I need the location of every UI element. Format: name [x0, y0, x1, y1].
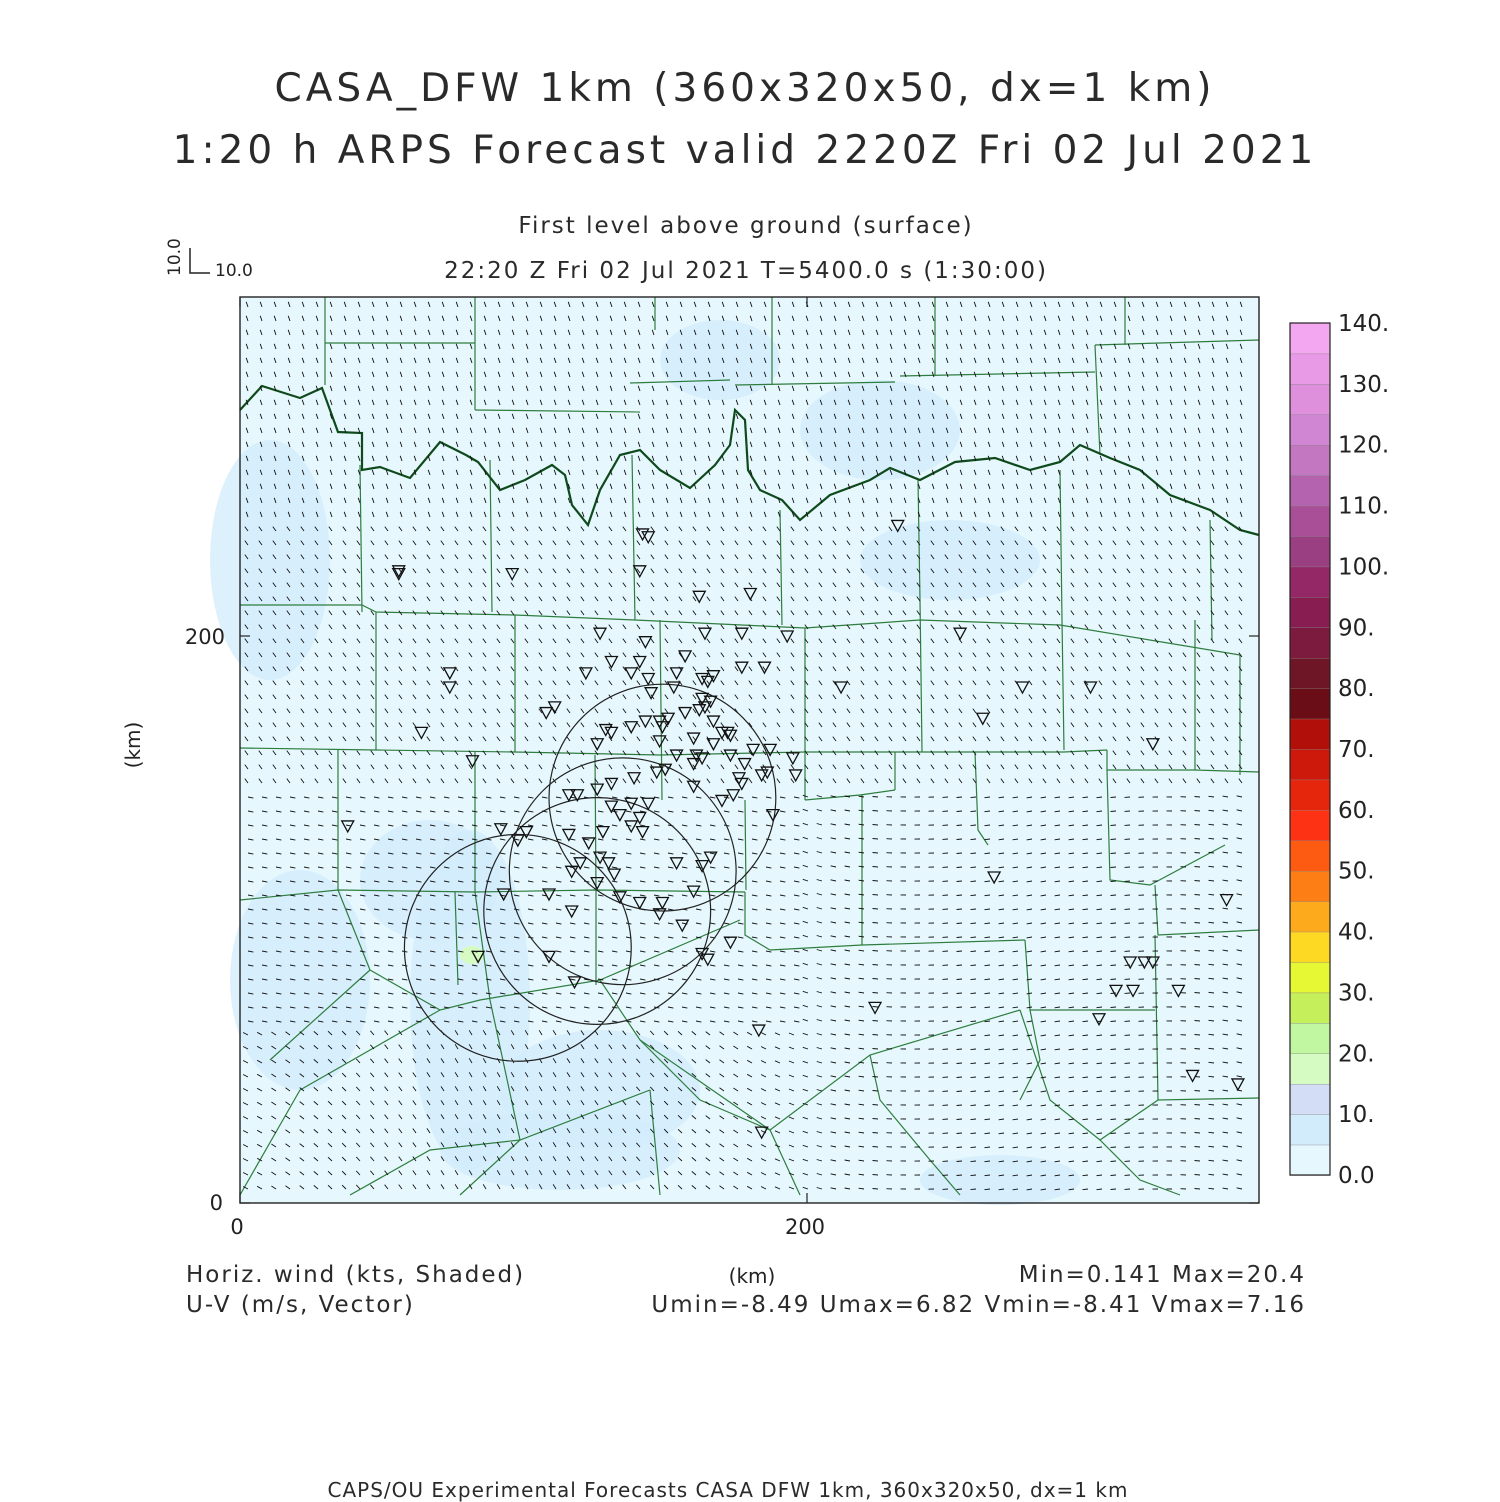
color-bar-segment-18 [1290, 597, 1330, 628]
light-shade-9 [920, 1155, 1080, 1205]
x-tick-0: 0 [230, 1215, 243, 1239]
vector-field-label: U-V (m/s, Vector) [186, 1292, 415, 1318]
min-max-stats: Min=0.141 Max=20.4 [1019, 1262, 1306, 1288]
wind-vector-2997 [873, 881, 879, 882]
color-bar-segment-2 [1290, 1084, 1330, 1115]
wind-vector-3734 [1111, 1021, 1117, 1022]
wind-vector-3596 [1195, 993, 1201, 994]
color-bar-segment-0 [1290, 1145, 1330, 1176]
wind-vector-2715 [957, 825, 963, 826]
title-line-2: 1:20 h ARPS Forecast valid 2220Z Fri 02 Jul 2021 [0, 128, 1490, 173]
wind-vector-3357 [873, 951, 879, 952]
wind-vector-3579 [957, 993, 963, 994]
wind-vector-2644 [971, 811, 977, 812]
wind-vector-4011 [957, 1077, 963, 1078]
light-shade-5 [800, 380, 960, 480]
color-bar-segment-7 [1290, 932, 1330, 963]
color-bar [1290, 311, 1389, 1189]
wind-vector-3086 [1111, 895, 1117, 896]
wind-vector-3717 [873, 1021, 879, 1022]
wind-vector-2571 [957, 797, 963, 798]
wind-vector-2798 [1111, 839, 1117, 840]
wind-vector-4372 [971, 1147, 977, 1148]
light-shade-0 [210, 440, 330, 680]
wind-vector-3069 [873, 895, 879, 896]
wind-vector-4310 [1111, 1133, 1117, 1134]
subtitle: First level above ground (surface) [0, 213, 1492, 239]
wind-vector-3501 [873, 979, 879, 980]
wind-vector-4221 [873, 1119, 879, 1120]
color-bar-segment-6 [1290, 962, 1330, 993]
wind-vector-4598 [1111, 1189, 1117, 1190]
wind-vector-3651 [957, 1007, 963, 1008]
wind-vector-4515 [957, 1175, 963, 1176]
wind-vector-2732 [1195, 825, 1201, 826]
wind-vector-4509 [873, 1175, 879, 1176]
color-bar-segment-16 [1290, 658, 1330, 689]
color-bar-segment-10 [1290, 840, 1330, 871]
color-bar-segment-24 [1290, 414, 1330, 445]
wind-vector-3789 [873, 1035, 879, 1036]
wind-vector-2726 [1111, 825, 1117, 826]
color-bar-segment-4 [1290, 1023, 1330, 1054]
wind-vector-3573 [873, 993, 879, 994]
wind-vector-3147 [957, 909, 963, 910]
wind-vector-3518 [1111, 979, 1117, 980]
wind-vector-3236 [1195, 923, 1201, 924]
wind-vector-2931 [957, 867, 963, 868]
color-bar-segment-23 [1290, 445, 1330, 476]
color-bar-segment-22 [1290, 475, 1330, 506]
wind-vector-3452 [1195, 965, 1201, 966]
wind-vector-3740 [1195, 1021, 1201, 1022]
color-bar-label-13: 130. [1338, 372, 1389, 398]
wind-vector-3867 [957, 1049, 963, 1050]
wind-vector-4388 [1195, 1147, 1201, 1148]
wind-maximum-spot [460, 946, 484, 964]
wind-vector-2709 [873, 825, 879, 826]
wind-vector-3291 [957, 937, 963, 938]
wind-vector-3148 [971, 909, 977, 910]
wind-vector-3508 [971, 979, 977, 980]
wind-vector-4454 [1111, 1161, 1117, 1162]
wind-vector-3374 [1111, 951, 1117, 952]
wind-vector-3580 [971, 993, 977, 994]
wind-vector-3014 [1111, 881, 1117, 882]
wind-vector-2788 [971, 839, 977, 840]
color-bar-label-11: 110. [1338, 494, 1389, 520]
wind-vector-2932 [971, 867, 977, 868]
wind-vector-2948 [1195, 867, 1201, 868]
wind-vector-4227 [957, 1119, 963, 1120]
wind-vector-4155 [957, 1105, 963, 1106]
wind-vector-3524 [1195, 979, 1201, 980]
title-line-1: CASA_DFW 1km (360x320x50, dx=1 km) [0, 66, 1490, 111]
wind-vector-4587 [957, 1189, 963, 1190]
color-bar-label-2: 20. [1338, 1041, 1375, 1067]
wind-vector-4077 [873, 1091, 879, 1092]
uv-stats: Umin=-8.49 Umax=6.82 Vmin=-8.41 Vmax=7.16 [651, 1292, 1306, 1318]
wind-vector-3308 [1195, 937, 1201, 938]
color-bar-segment-17 [1290, 627, 1330, 658]
wind-vector-4532 [1195, 1175, 1201, 1176]
wind-vector-3429 [873, 965, 879, 966]
color-bar-segment-25 [1290, 384, 1330, 415]
wind-vector-3158 [1111, 909, 1117, 910]
wind-vector-2859 [957, 853, 963, 854]
wind-vector-4094 [1111, 1091, 1117, 1092]
wind-vector-3164 [1195, 909, 1201, 910]
wind-vector-3724 [971, 1021, 977, 1022]
wind-vector-3933 [873, 1063, 879, 1064]
wind-vector-4166 [1111, 1105, 1117, 1106]
wind-vector-4460 [1195, 1161, 1201, 1162]
wind-vector-4516 [971, 1175, 977, 1176]
time-line: 22:20 Z Fri 02 Jul 2021 T=5400.0 s (1:30:00) [0, 258, 1492, 284]
wind-vector-3590 [1111, 993, 1117, 994]
wind-vector-4526 [1111, 1175, 1117, 1176]
wind-vector-3884 [1195, 1049, 1201, 1050]
color-bar-segment-12 [1290, 779, 1330, 810]
wind-vector-3868 [971, 1049, 977, 1050]
wind-vector-2654 [1111, 811, 1117, 812]
wind-vector-2565 [873, 797, 879, 798]
wind-vector-3878 [1111, 1049, 1117, 1050]
color-bar-segment-21 [1290, 506, 1330, 537]
wind-vector-4244 [1195, 1119, 1201, 1120]
wind-vector-4604 [1195, 1189, 1201, 1190]
vector-key-y-label: 10.0 [165, 238, 185, 276]
color-bar-segment-14 [1290, 719, 1330, 750]
wind-vector-4371 [957, 1147, 963, 1148]
color-bar-label-14: 140. [1338, 311, 1389, 337]
wind-vector-4156 [971, 1105, 977, 1106]
color-bar-label-9: 90. [1338, 615, 1375, 641]
wind-vector-4100 [1195, 1091, 1201, 1092]
wind-vector-3292 [971, 937, 977, 938]
wind-vector-2637 [873, 811, 879, 812]
wind-vector-2853 [873, 853, 879, 854]
wind-vector-2716 [971, 825, 977, 826]
wind-vector-3723 [957, 1021, 963, 1022]
wind-vector-4300 [971, 1133, 977, 1134]
wind-vector-2572 [971, 797, 977, 798]
shaded-field-label: Horiz. wind (kts, Shaded) [186, 1262, 525, 1288]
light-shade-8 [440, 1110, 680, 1190]
wind-vector-3861 [873, 1049, 879, 1050]
color-bar-segment-1 [1290, 1114, 1330, 1145]
wind-vector-2660 [1195, 811, 1201, 812]
wind-vector-2787 [957, 839, 963, 840]
wind-vector-4005 [873, 1077, 879, 1078]
vector-key-x-label: 10.0 [215, 261, 253, 281]
color-bar-label-1: 10. [1338, 1102, 1375, 1128]
color-bar-segment-19 [1290, 566, 1330, 597]
color-bar-label-6: 60. [1338, 798, 1375, 824]
wind-vector-4437 [873, 1161, 879, 1162]
wind-vector-3003 [957, 881, 963, 882]
wind-vector-3956 [1195, 1063, 1201, 1064]
wind-vector-3075 [957, 895, 963, 896]
wind-vector-3363 [957, 951, 963, 952]
y-tick-200: 200 [185, 625, 225, 649]
wind-vector-3645 [873, 1007, 879, 1008]
wind-vector-4581 [873, 1189, 879, 1190]
wind-vector-3220 [971, 923, 977, 924]
wind-vector-4588 [971, 1189, 977, 1190]
wind-vector-3435 [957, 965, 963, 966]
wind-vector-4228 [971, 1119, 977, 1120]
color-bar-segment-13 [1290, 749, 1330, 780]
wind-vector-2781 [873, 839, 879, 840]
wind-vector-4012 [971, 1077, 977, 1078]
wind-vector-3806 [1111, 1035, 1117, 1036]
wind-vector-2925 [873, 867, 879, 868]
wind-vector-4238 [1111, 1119, 1117, 1120]
wind-vector-3796 [971, 1035, 977, 1036]
wind-vector-3285 [873, 937, 879, 938]
footer-credit: CAPS/OU Experimental Forecasts CASA DFW 1km, 360x320x50, dx=1 km [0, 1478, 1456, 1502]
wind-vector-3939 [957, 1063, 963, 1064]
wind-vector-2870 [1111, 853, 1117, 854]
color-bar-segment-8 [1290, 901, 1330, 932]
wind-vector-2876 [1195, 853, 1201, 854]
wind-vector-4299 [957, 1133, 963, 1134]
wind-vector-3213 [873, 923, 879, 924]
wind-vector-3668 [1195, 1007, 1201, 1008]
color-bar-segment-3 [1290, 1053, 1330, 1084]
color-bar-segment-27 [1290, 323, 1330, 354]
wind-vector-4084 [971, 1091, 977, 1092]
wind-vector-3230 [1111, 923, 1117, 924]
wind-vector-3812 [1195, 1035, 1201, 1036]
wind-vector-4172 [1195, 1105, 1201, 1106]
wind-vector-4443 [957, 1161, 963, 1162]
wind-vector-3004 [971, 881, 977, 882]
wind-vector-4149 [873, 1105, 879, 1106]
wind-vector-4022 [1111, 1077, 1117, 1078]
x-axis-label: (km) [729, 1264, 776, 1288]
wind-vector-3795 [957, 1035, 963, 1036]
color-bar-label-0: 0.0 [1338, 1163, 1375, 1189]
wind-vector-2860 [971, 853, 977, 854]
light-shade-6 [860, 520, 1040, 600]
x-tick-200: 200 [785, 1215, 825, 1239]
wind-vector-3436 [971, 965, 977, 966]
wind-vector-4382 [1111, 1147, 1117, 1148]
wind-vector-4293 [873, 1133, 879, 1134]
wind-vector-3302 [1111, 937, 1117, 938]
color-bar-label-3: 30. [1338, 980, 1375, 1006]
wind-vector-2942 [1111, 867, 1117, 868]
wind-vector-4316 [1195, 1133, 1201, 1134]
wind-vector-2588 [1195, 797, 1201, 798]
vector-key [165, 238, 253, 281]
color-bar-segment-11 [1290, 810, 1330, 841]
color-bar-label-7: 70. [1338, 737, 1375, 763]
wind-vector-2582 [1111, 797, 1117, 798]
color-bar-segment-26 [1290, 353, 1330, 384]
color-bar-segment-5 [1290, 992, 1330, 1023]
wind-vector-3507 [957, 979, 963, 980]
wind-vector-3364 [971, 951, 977, 952]
wind-vector-3940 [971, 1063, 977, 1064]
wind-vector-2804 [1195, 839, 1201, 840]
wind-vector-4444 [971, 1161, 977, 1162]
color-bar-label-8: 80. [1338, 676, 1375, 702]
color-bar-label-10: 100. [1338, 554, 1389, 580]
wind-vector-3020 [1195, 881, 1201, 882]
wind-vector-3380 [1195, 951, 1201, 952]
wind-vector-3219 [957, 923, 963, 924]
wind-vector-3446 [1111, 965, 1117, 966]
wind-vector-3092 [1195, 895, 1201, 896]
wind-vector-3652 [971, 1007, 977, 1008]
wind-vector-4083 [957, 1091, 963, 1092]
light-shade-4 [660, 320, 780, 400]
wind-vector-3662 [1111, 1007, 1117, 1008]
color-bar-segment-15 [1290, 688, 1330, 719]
color-bar-segment-9 [1290, 871, 1330, 902]
color-bar-segment-20 [1290, 536, 1330, 567]
wind-vector-3141 [873, 909, 879, 910]
color-bar-label-4: 40. [1338, 920, 1375, 946]
y-axis-label: (km) [121, 722, 145, 769]
y-tick-0: 0 [210, 1191, 223, 1215]
wind-vector-3950 [1111, 1063, 1117, 1064]
wind-vector-2643 [957, 811, 963, 812]
vector-key-arrow [190, 248, 210, 273]
color-bar-label-5: 50. [1338, 859, 1375, 885]
wind-speed-field [210, 297, 1259, 1205]
color-bar-label-12: 120. [1338, 433, 1389, 459]
wind-vector-4365 [873, 1147, 879, 1148]
wind-vector-3076 [971, 895, 977, 896]
